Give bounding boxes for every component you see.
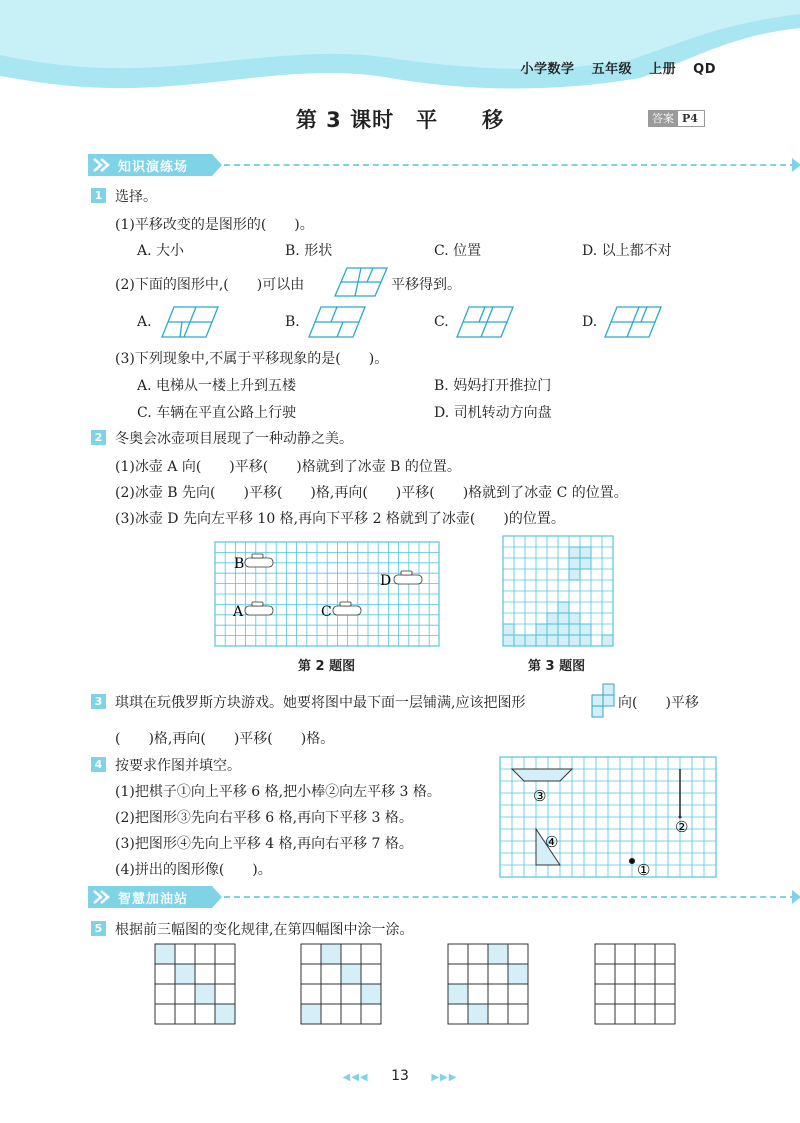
q2-line-3: (3)冰壶 D 先向左平移 10 格,再向下平移 2 格就到了冰壶( )的位置。 xyxy=(115,511,565,527)
q1-p2-option-c[interactable]: C. xyxy=(434,314,449,330)
figure-3-mark: ③ xyxy=(533,787,547,805)
q1-p3-option-d[interactable]: D. 司机转动方向盘 xyxy=(434,405,552,421)
answer-tag[interactable] xyxy=(648,110,705,127)
q3-line-1b: 向( )平移 xyxy=(618,695,699,711)
q1-p1-option-b[interactable]: B. 形状 xyxy=(285,243,333,259)
section-divider xyxy=(224,164,796,166)
pattern-grid-1 xyxy=(154,943,236,1025)
q4-stem: 按要求作图并填空。 xyxy=(115,758,241,774)
q4-line-3: (3)把图形④先向上平移 4 格,再向右平移 7 格。 xyxy=(115,836,413,852)
pattern-grid-4-blank[interactable] xyxy=(594,943,676,1025)
q2-line-2: (2)冰壶 B 先向( )平移( )格,再向( )平移( )格就到了冰壶 C 的位置。 xyxy=(115,485,628,501)
q1-p3-option-c[interactable]: C. 车辆在平直公路上行驶 xyxy=(137,405,297,421)
section-practice-label: 知识演练场 xyxy=(118,160,189,175)
header-subject: 小学数学 xyxy=(520,62,575,77)
q1-p1-option-c[interactable]: C. 位置 xyxy=(434,243,482,259)
q1-p1-option-d[interactable]: D. 以上都不对 xyxy=(582,243,672,259)
question-number: 5 xyxy=(91,921,106,936)
question-number: 4 xyxy=(91,757,106,772)
section-arrow-icon xyxy=(792,890,800,904)
header-wave xyxy=(0,0,800,95)
page-footer xyxy=(0,1068,800,1084)
q1-p2-option-b[interactable]: B. xyxy=(285,314,300,330)
page-number: 13 xyxy=(391,1068,409,1084)
answer-page: P4 xyxy=(678,110,705,127)
q1-p1-option-a[interactable]: A. 大小 xyxy=(137,243,185,259)
q3-caption: 第 3 题图 xyxy=(528,659,586,674)
section-arrow-icon xyxy=(792,158,800,172)
prev-arrows-icon: ◀◀◀ xyxy=(342,1072,369,1083)
q1-p2-option-a[interactable]: A. xyxy=(137,314,152,330)
section-boost-banner xyxy=(88,886,800,908)
q1-part2-post: 平移得到。 xyxy=(391,277,461,293)
question-number: 2 xyxy=(91,430,106,445)
header-meta xyxy=(509,58,716,77)
q2-line-1: (1)冰壶 A 向( )平移( )格就到了冰壶 B 的位置。 xyxy=(115,459,461,475)
curling-label-d: D xyxy=(380,573,392,589)
tetris-piece-icon xyxy=(590,683,618,719)
parallelogram-option-d[interactable] xyxy=(603,305,663,339)
figure-4-mark: ④ xyxy=(545,833,559,851)
q4-line-1: (1)把棋子①向上平移 6 格,把小棒②向左平移 3 格。 xyxy=(115,784,441,800)
page-title: 第 3 课时 平 移 xyxy=(295,108,505,132)
stick-2-mark: ② xyxy=(675,818,689,836)
parallelogram-option-a[interactable] xyxy=(160,305,220,339)
answer-label: 答案 xyxy=(648,110,678,127)
q1-p3-option-a[interactable]: A. 电梯从一楼上升到五楼 xyxy=(137,378,297,394)
parallelogram-option-c[interactable] xyxy=(455,305,515,339)
piece-1-mark: ① xyxy=(637,861,651,879)
parallelogram-option-b[interactable] xyxy=(307,305,367,339)
parallelogram-original-figure xyxy=(333,266,389,298)
curling-label-c: C xyxy=(321,604,332,620)
q3-line-1a: 琪琪在玩俄罗斯方块游戏。她要将图中最下面一层铺满,应该把图形 xyxy=(115,695,526,711)
next-arrows-icon: ▶▶▶ xyxy=(431,1072,458,1083)
curling-label-b: B xyxy=(234,556,245,572)
pattern-grid-2 xyxy=(300,943,382,1025)
section-practice-banner xyxy=(88,154,800,176)
q1-p2-option-d[interactable]: D. xyxy=(582,314,598,330)
curling-grid xyxy=(214,541,440,647)
q1-p3-option-b[interactable]: B. 妈妈打开推拉门 xyxy=(434,378,552,394)
header-term: 上册 xyxy=(649,62,677,77)
q4-line-4: (4)拼出的图形像( )。 xyxy=(115,862,272,878)
section-divider xyxy=(224,896,796,898)
q1-part3: (3)下列现象中,不属于平移现象的是( )。 xyxy=(115,351,389,367)
header-grade: 五年级 xyxy=(591,62,633,77)
q5-stem: 根据前三幅图的变化规律,在第四幅图中涂一涂。 xyxy=(115,922,414,938)
q2-stem: 冬奥会冰壶项目展现了一种动静之美。 xyxy=(115,431,353,447)
drawing-grid xyxy=(498,755,718,879)
question-number: 3 xyxy=(91,694,106,709)
q2-caption: 第 2 题图 xyxy=(298,659,356,674)
q1-part1: (1)平移改变的是图形的( )。 xyxy=(115,217,314,233)
section-boost-label: 智慧加油站 xyxy=(118,892,189,907)
q3-line-2: ( )格,再向( )平移( )格。 xyxy=(115,731,335,747)
q1-stem: 选择。 xyxy=(115,189,157,205)
header-edition: QD xyxy=(693,62,716,77)
tetris-grid xyxy=(501,535,615,649)
q1-part2-pre: (2)下面的图形中,( )可以由 xyxy=(115,277,305,293)
pattern-grid-3 xyxy=(447,943,529,1025)
curling-label-a: A xyxy=(233,604,244,620)
question-number: 1 xyxy=(91,188,106,203)
q4-line-2: (2)把图形③先向右平移 6 格,再向下平移 3 格。 xyxy=(115,810,413,826)
